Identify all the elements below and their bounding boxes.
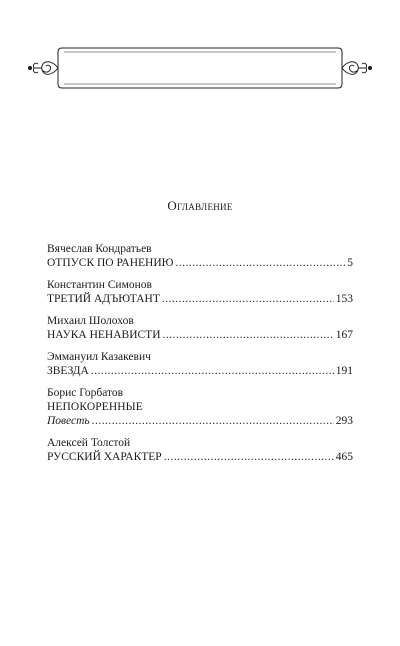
entry-page-number: 5 [347, 257, 353, 269]
entry-title: ЗВЕЗДА [47, 365, 89, 377]
toc-entry [47, 386, 353, 428]
toc-entry [47, 278, 353, 306]
entry-subtitle: Повесть [47, 415, 90, 427]
entry-title-line[interactable] [47, 364, 353, 378]
entry-title: НЕПОКОРЕННЫЕ [47, 401, 143, 413]
dot-leader [164, 450, 334, 464]
toc-entry [47, 242, 353, 270]
entry-page-number: 191 [335, 365, 353, 377]
header-ornament-frame [0, 0, 400, 110]
entry-subtitle-line[interactable] [47, 414, 353, 428]
entry-title: ОТПУСК ПО РАНЕНИЮ [47, 257, 174, 269]
entry-page-number: 153 [335, 293, 353, 305]
entry-page-number: 167 [335, 329, 353, 341]
entry-title: НАУКА НЕНАВИСТИ [47, 329, 161, 341]
entry-title: ТРЕТИЙ АДЪЮТАНТ [47, 293, 160, 305]
entry-author: Константин Симонов [47, 279, 152, 291]
entry-author: Михаил Шолохов [47, 315, 134, 327]
toc-entry [47, 314, 353, 342]
entry-page-number: 465 [335, 451, 353, 463]
entry-title-line[interactable] [47, 450, 353, 464]
dot-leader [92, 414, 334, 428]
entry-author: Борис Горбатов [47, 387, 124, 399]
table-of-contents [47, 242, 353, 472]
dot-leader [163, 328, 334, 342]
dot-leader [175, 256, 345, 270]
entry-title: РУССКИЙ ХАРАКТЕР [47, 451, 162, 463]
dot-leader [91, 364, 334, 378]
entry-title-line[interactable] [47, 328, 353, 342]
toc-entry [47, 350, 353, 378]
entry-author: Алексей Толстой [47, 437, 131, 449]
entry-author: Эммануил Казакевич [47, 351, 151, 363]
toc-entry [47, 436, 353, 464]
toc-heading: Оглавление [167, 198, 233, 213]
entry-title-line[interactable] [47, 256, 353, 270]
entry-title-line[interactable] [47, 292, 353, 306]
entry-page-number: 293 [335, 415, 353, 427]
dot-leader [162, 292, 334, 306]
entry-author: Вячеслав Кондратьев [47, 243, 152, 255]
